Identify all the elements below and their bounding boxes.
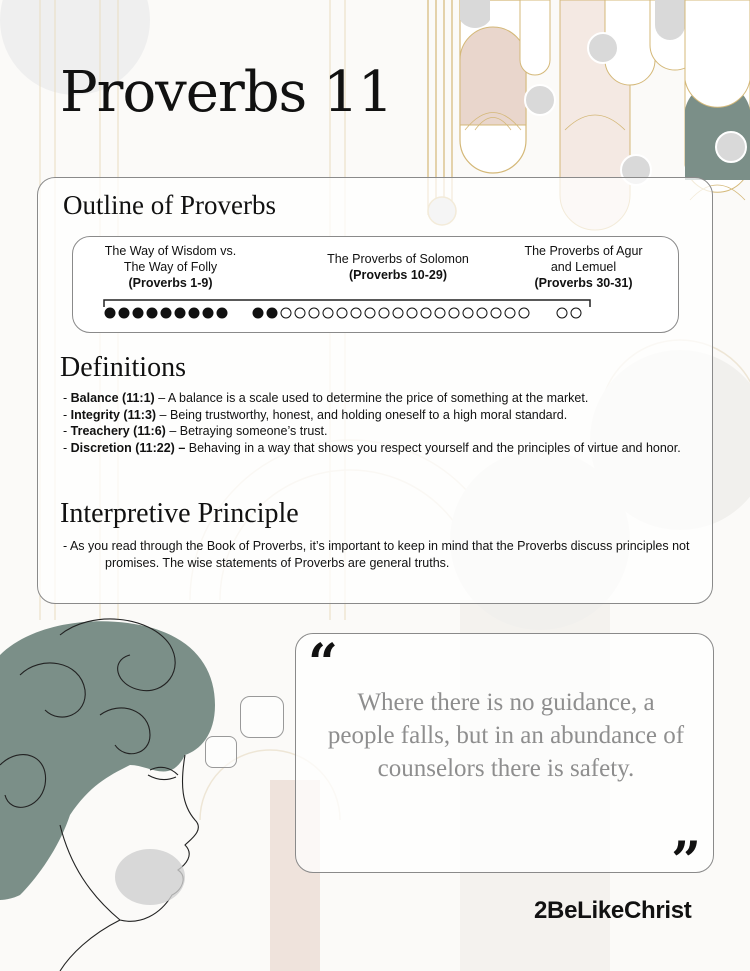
outline-section-1 bbox=[93, 243, 248, 291]
definition-item bbox=[63, 440, 693, 457]
quote-text: Where there is no guidance, a people falls, but in an abundance of counselors there is safety. bbox=[327, 689, 685, 782]
chapter-dot-26 bbox=[477, 308, 487, 318]
chapter-dot-7 bbox=[189, 308, 199, 318]
outline-section-2-line1: The Proverbs of Solomon bbox=[327, 252, 469, 266]
thinking-face-illustration bbox=[0, 615, 300, 971]
definition-term: Balance (11:1) bbox=[70, 391, 155, 405]
page-title: Proverbs 11 bbox=[60, 60, 393, 125]
chapter-dot-9 bbox=[217, 308, 227, 318]
definition-item bbox=[63, 390, 693, 407]
chapter-dot-29 bbox=[519, 308, 529, 318]
chapter-dot-2 bbox=[119, 308, 129, 318]
chapter-dot-4 bbox=[147, 308, 157, 318]
definition-item bbox=[63, 423, 693, 440]
interpretive-text: - As you read through the Book of Proverbs, it’s important to keep in mind that the Proverbs discuss principles not promises. The wise statements of Proverbs are general truths. bbox=[63, 539, 690, 570]
outline-box bbox=[72, 236, 679, 333]
definition-prefix: - bbox=[63, 440, 71, 455]
brand-name: 2BeLikeChrist bbox=[534, 897, 692, 924]
definition-text: – Being trustworthy, honest, and holding oneself to a high moral standard. bbox=[156, 407, 568, 422]
close-quote-mark: ” bbox=[671, 831, 701, 892]
definition-text: Behaving in a way that shows you respect yourself and the principles of virtue and honor. bbox=[185, 440, 681, 455]
chapter-dot-18 bbox=[365, 308, 375, 318]
study-card bbox=[37, 177, 713, 604]
timeline-bracket bbox=[104, 300, 590, 307]
chapter-dot-24 bbox=[449, 308, 459, 318]
thought-bubble-large bbox=[240, 696, 284, 738]
chapter-dot-31 bbox=[571, 308, 581, 318]
outline-heading: Outline of Proverbs bbox=[63, 190, 276, 220]
thought-bubble-small bbox=[205, 736, 237, 768]
chapter-dot-12 bbox=[281, 308, 291, 318]
definition-term: Integrity (11:3) bbox=[70, 407, 157, 422]
definition-term: Discretion (11:22) – bbox=[70, 440, 186, 455]
outline-section-2-ref: (Proverbs 10-29) bbox=[349, 268, 447, 282]
chapter-dot-1 bbox=[105, 308, 115, 318]
interpretive-heading: Interpretive Principle bbox=[60, 498, 299, 529]
chapter-dot-10 bbox=[253, 308, 263, 318]
chapter-dot-14 bbox=[309, 308, 319, 318]
chapter-dot-30 bbox=[557, 308, 567, 318]
chapter-dot-8 bbox=[203, 308, 213, 318]
open-quote-mark: “ bbox=[308, 633, 338, 694]
chapter-timeline bbox=[103, 297, 603, 323]
definition-text: – Betraying someone’s trust. bbox=[165, 424, 328, 438]
chapter-dot-6 bbox=[175, 308, 185, 318]
chapter-dot-19 bbox=[379, 308, 389, 318]
chapter-dot-23 bbox=[435, 308, 445, 318]
chapter-dot-11 bbox=[267, 308, 277, 318]
chapter-dot-28 bbox=[505, 308, 515, 318]
chapter-dot-17 bbox=[351, 308, 361, 318]
chapter-dot-20 bbox=[393, 308, 403, 318]
outline-section-1-line2: The Way of Folly bbox=[123, 260, 218, 274]
definition-prefix: - bbox=[63, 424, 71, 438]
outline-section-3-line1: The Proverbs of Agur bbox=[524, 244, 643, 258]
definitions-list bbox=[63, 390, 693, 456]
chapter-dot-22 bbox=[421, 308, 431, 318]
chapter-dot-13 bbox=[295, 308, 305, 318]
definitions-heading: Definitions bbox=[60, 352, 186, 383]
outline-section-3-ref: (Proverbs 30-31) bbox=[534, 276, 633, 290]
definition-prefix: - bbox=[63, 407, 71, 422]
outline-section-3 bbox=[511, 243, 656, 291]
definition-text: – A balance is a scale used to determine the price of something at the market. bbox=[154, 391, 589, 405]
outline-section-2 bbox=[308, 251, 488, 283]
outline-section-3-line2: and Lemuel bbox=[550, 260, 617, 274]
definition-prefix: - bbox=[63, 391, 71, 405]
definition-term: Treachery (11:6) bbox=[70, 424, 166, 438]
chapter-dot-15 bbox=[323, 308, 333, 318]
chapter-dot-3 bbox=[133, 308, 143, 318]
quote-card bbox=[295, 633, 714, 892]
definition-item bbox=[63, 407, 693, 424]
chapter-dot-21 bbox=[407, 308, 417, 318]
chapter-dot-25 bbox=[463, 308, 473, 318]
chapter-dot-27 bbox=[491, 308, 501, 318]
outline-section-1-line1: The Way of Wisdom vs. bbox=[104, 244, 237, 258]
chapter-dot-16 bbox=[337, 308, 347, 318]
outline-section-1-ref: (Proverbs 1-9) bbox=[128, 276, 213, 290]
chapter-dot-5 bbox=[161, 308, 171, 318]
